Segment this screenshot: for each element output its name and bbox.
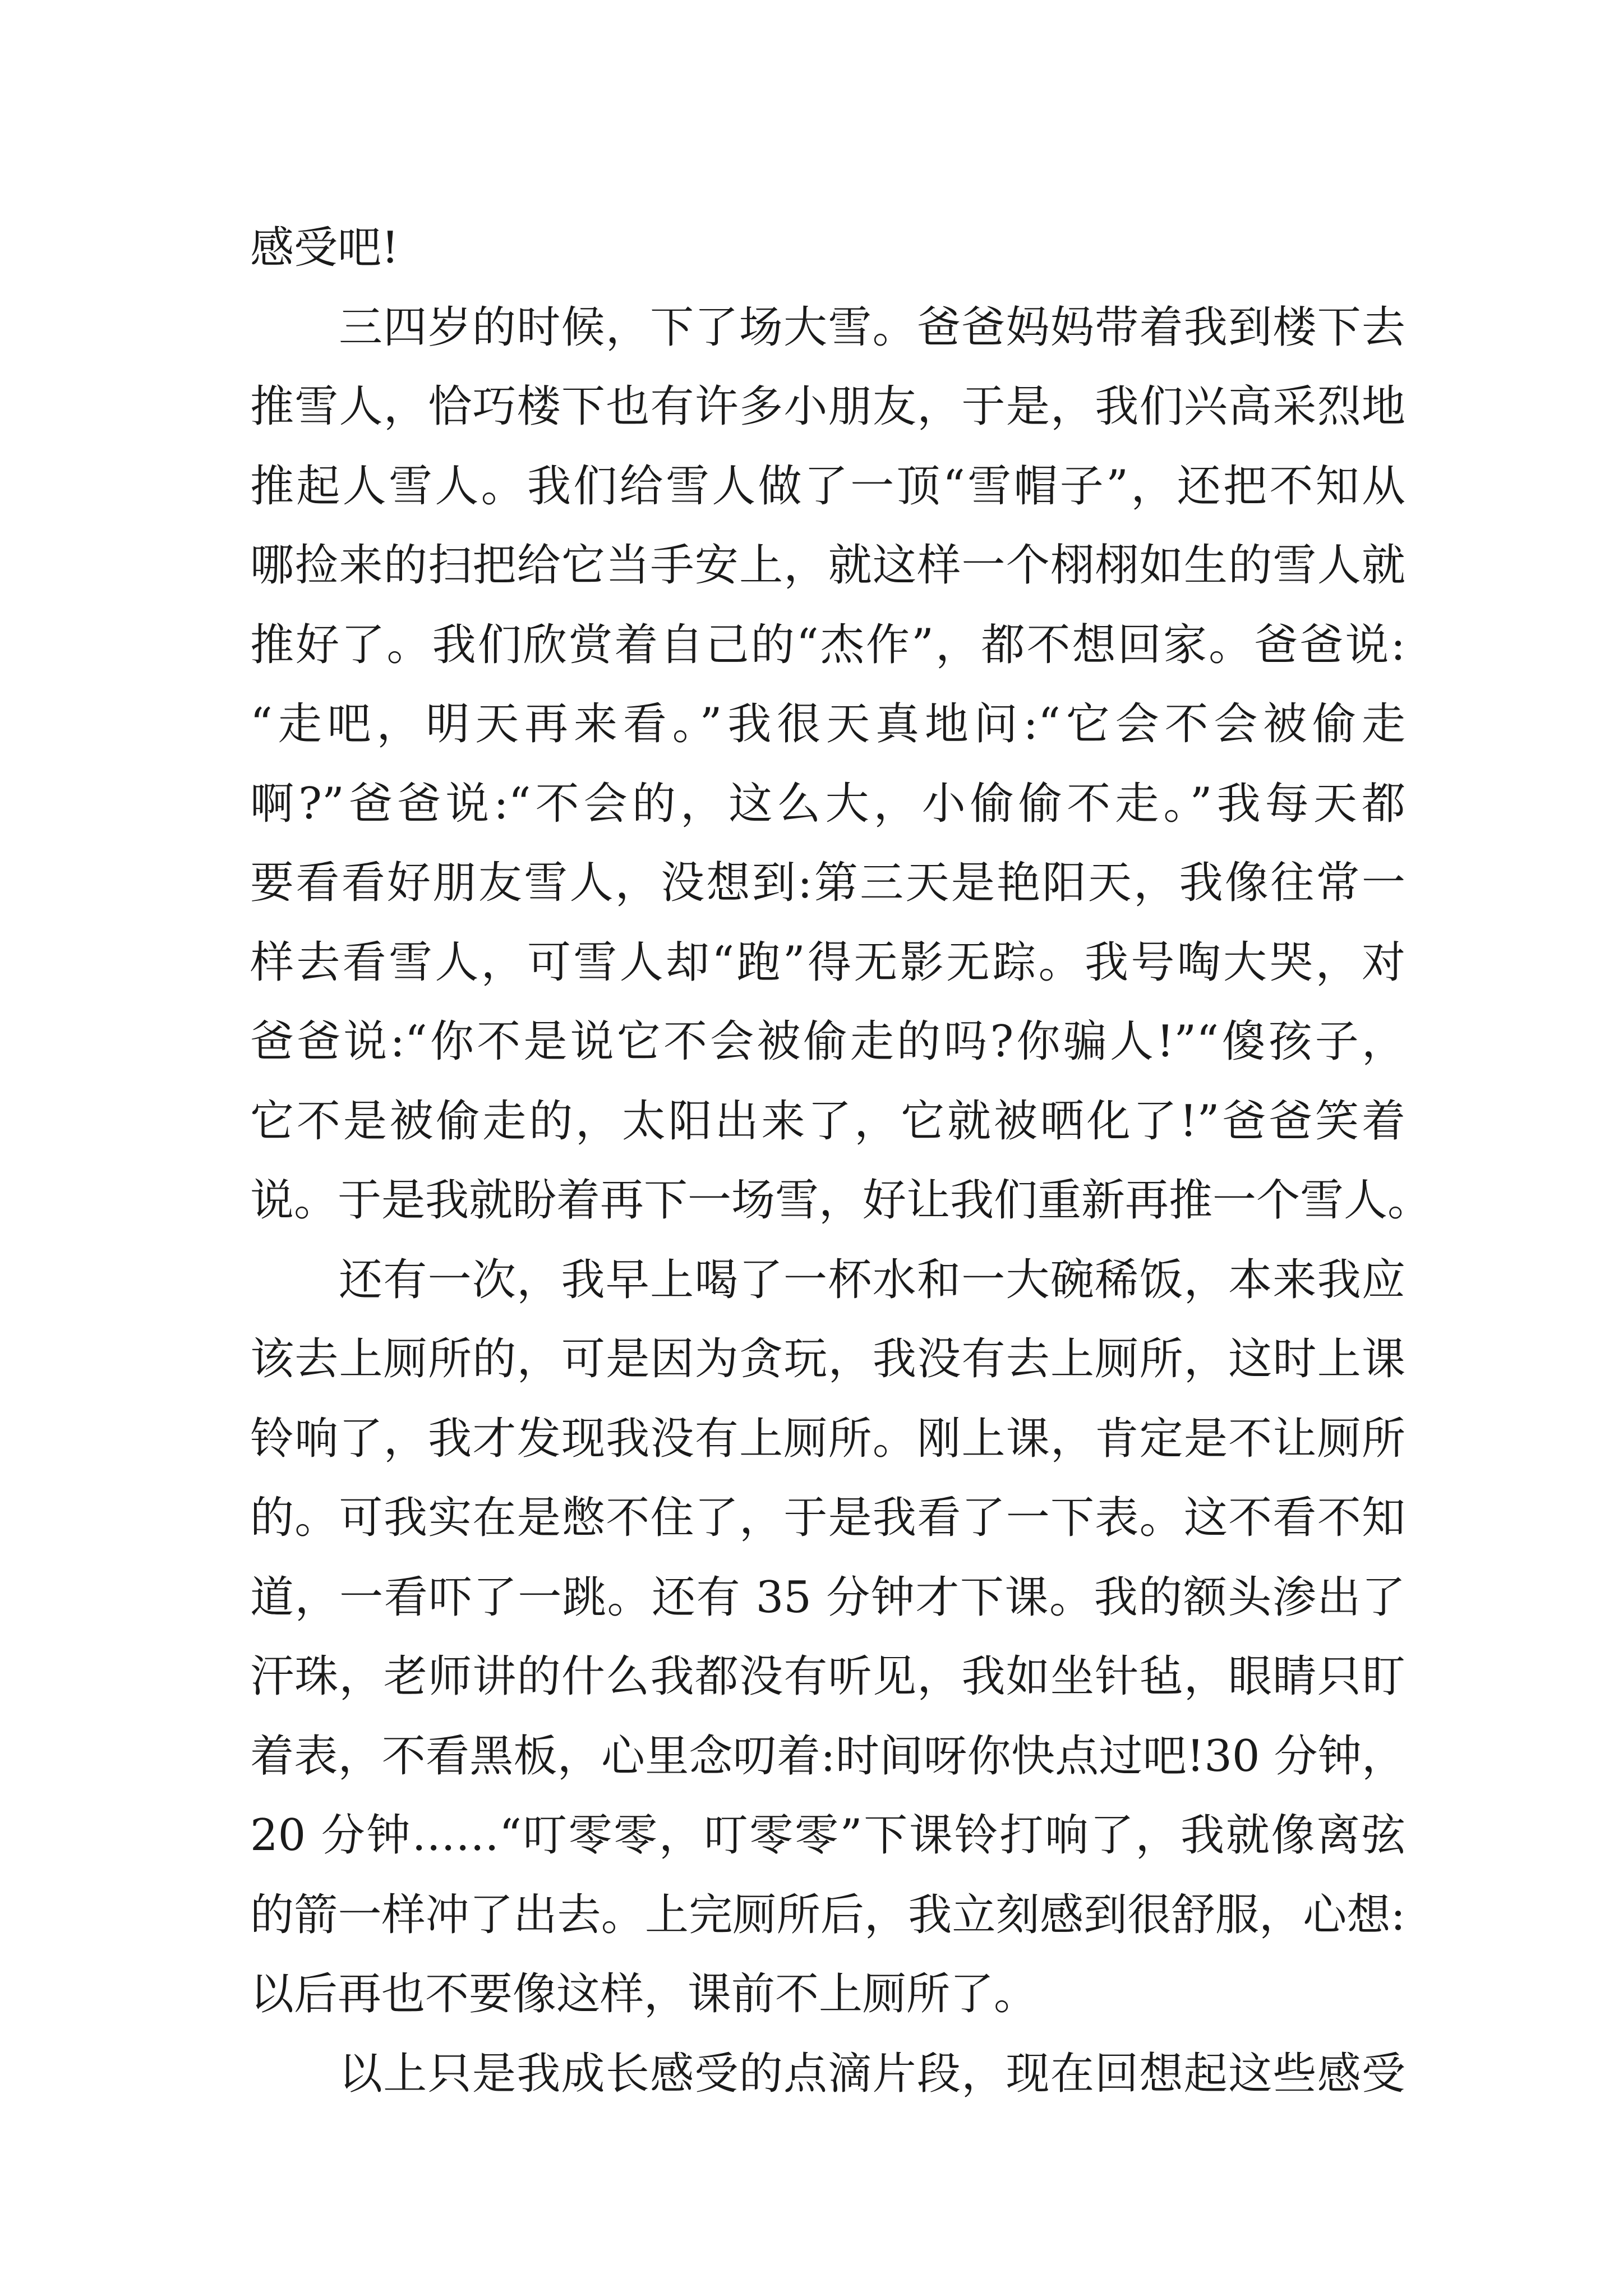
text-line: 感受吧! [250, 223, 399, 273]
text-line: 说。于是我就盼着再下一场雪，好让我们重新再推一个雪人。 [250, 1175, 1432, 1226]
text-line: 着表，不看黑板，心里念叨着:时间呀你快点过吧!30 分钟， [250, 1731, 1405, 1782]
text-line: 该去上厕所的，可是因为贪玩，我没有去上厕所，这时上课 [250, 1334, 1405, 1384]
text-line: 以后再也不要像这样，课前不上厕所了。 [250, 1969, 1038, 2019]
text-line: 样去看雪人，可雪人却“跑”得无影无踪。我号啕大哭，对 [250, 937, 1405, 988]
text-line: 哪捡来的扫把给它当手安上，就这样一个栩栩如生的雪人就 [250, 540, 1405, 591]
text-line: 爸爸说:“你不是说它不会被偷走的吗?你骗人!”“傻孩子， [250, 1016, 1405, 1067]
text-line: 推好了。我们欣赏着自己的“杰作”，都不想回家。爸爸说: [250, 619, 1405, 670]
text-line: 铃响了，我才发现我没有上厕所。刚上课，肯定是不让厕所 [250, 1413, 1405, 1464]
text-line: 20 分钟……“叮零零，叮零零”下课铃打响了，我就像离弦 [250, 1810, 1405, 1861]
text-line: 汗珠，老师讲的什么我都没有听见，我如坐针毡，眼睛只盯 [250, 1651, 1405, 1702]
text-line: “走吧，明天再来看。”我很天真地问:“它会不会被偷走 [250, 699, 1405, 749]
text-line: 啊?”爸爸说:“不会的，这么大，小偷偷不走。”我每天都 [250, 778, 1405, 829]
text-line: 推起人雪人。我们给雪人做了一顶“雪帽子”，还把不知从 [250, 461, 1405, 512]
paragraph-first-line: 还有一次，我早上喝了一杯水和一大碗稀饭，本来我应 [339, 1254, 1405, 1305]
body-text [250, 209, 1432, 2114]
text-line: 的。可我实在是憋不住了，于是我看了一下表。这不看不知 [250, 1493, 1405, 1543]
text-line: 的箭一样冲了出去。上完厕所后，我立刻感到很舒服，心想: [250, 1889, 1405, 1940]
text-line: 推雪人，恰巧楼下也有许多小朋友，于是，我们兴高采烈地 [250, 381, 1405, 432]
paragraph-first-line: 以上只是我成长感受的点滴片段，现在回想起这些感受 [339, 2048, 1405, 2099]
paragraph-first-line: 三四岁的时候，下了场大雪。爸爸妈妈带着我到楼下去 [339, 302, 1405, 353]
text-line: 道，一看吓了一跳。还有 35 分钟才下课。我的额头渗出了 [250, 1572, 1405, 1623]
text-line: 它不是被偷走的，太阳出来了，它就被晒化了!”爸爸笑着 [250, 1096, 1405, 1147]
text-line: 要看看好朋友雪人，没想到:第三天是艳阳天，我像往常一 [250, 858, 1405, 908]
